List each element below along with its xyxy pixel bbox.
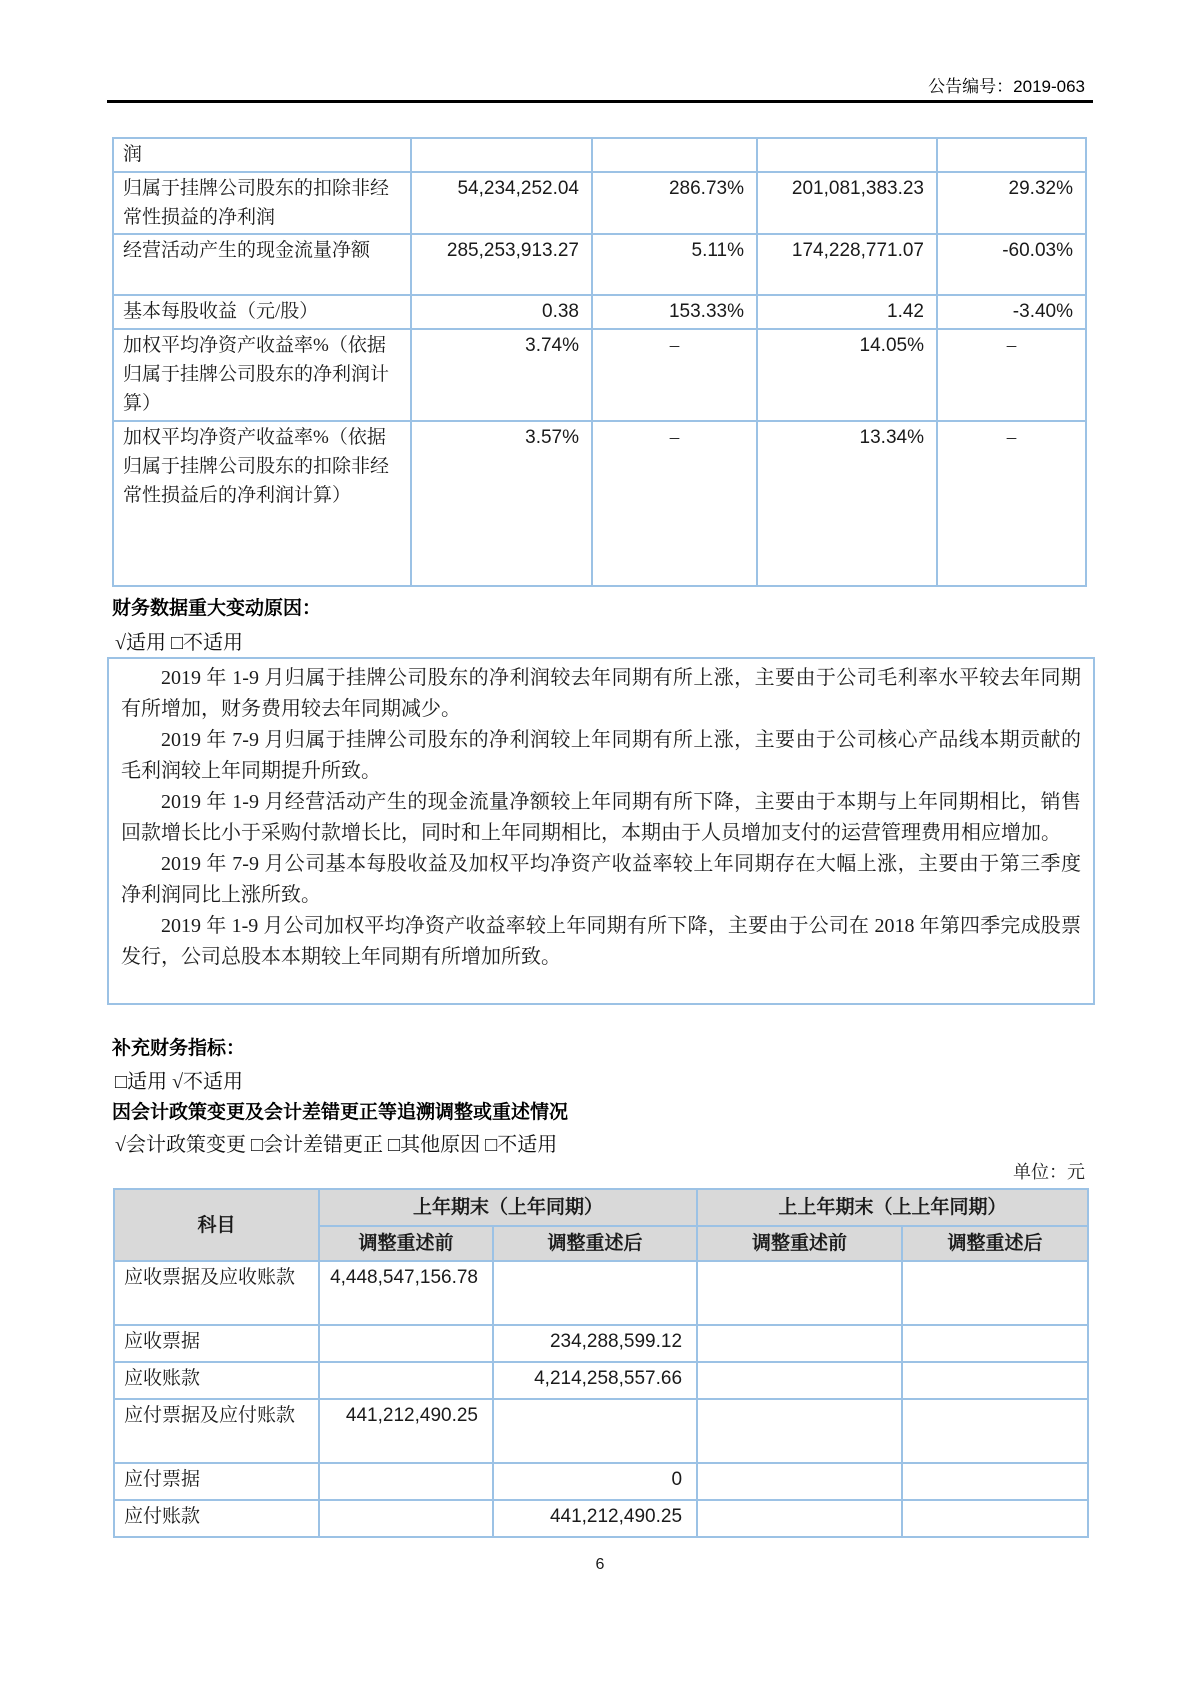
row-label: 应付票据及应付账款 [114,1399,319,1463]
cell: 174,228,771.07 [757,234,937,295]
cell: 3.57% [411,421,592,586]
table-row [113,172,1086,234]
row-label: 加权平均净资产收益率%（依据归属于挂牌公司股东的净利润计算） [113,329,411,421]
cell: 4,214,258,557.66 [493,1362,697,1399]
cell: 234,288,599.12 [493,1325,697,1362]
cell: 54,234,252.04 [411,172,592,234]
cell [411,138,592,172]
cell [937,138,1086,172]
cell [902,1463,1088,1500]
cell: 285,253,913.27 [411,234,592,295]
cell: 1.42 [757,295,937,329]
table-row [114,1500,1088,1537]
cell: 201,081,383.23 [757,172,937,234]
cell [757,138,937,172]
cell: 14.05% [757,329,937,421]
cell: – [592,421,757,586]
column-group-prior-prior-year: 上上年期末（上上年同期） [697,1189,1088,1226]
column-subheader: 调整重述前 [319,1226,493,1261]
table-row [113,295,1086,329]
cell [319,1325,493,1362]
cell: – [937,421,1086,586]
table-row [114,1261,1088,1325]
cell: 153.33% [592,295,757,329]
change-reasons-textbox [107,657,1095,1005]
reason-paragraph: 2019 年 7-9 月公司基本每股收益及加权平均净资产收益率较上年同期存在大幅上涨，主要由于第三季度净利润同比上涨所致。 [121,853,1081,906]
cell: 441,212,490.25 [493,1500,697,1537]
cell: 0 [493,1463,697,1500]
table-row [113,421,1086,586]
cell [697,1463,902,1500]
cell [902,1362,1088,1399]
table-header-row [114,1189,1088,1226]
cell: 29.32% [937,172,1086,234]
section-title-change-reasons: 财务数据重大变动原因： [112,598,322,619]
table-row [113,329,1086,421]
cell [493,1261,697,1325]
cell: 4,448,547,156.78 [319,1261,493,1325]
row-label: 应付账款 [114,1500,319,1537]
doc-number: 公告编号：2019-063 [928,77,1085,96]
cell [902,1500,1088,1537]
cell [902,1325,1088,1362]
table-row [114,1325,1088,1362]
restatement-option-checkboxes: √会计政策变更 □会计差错更正 □其他原因 □不适用 [115,1134,558,1156]
reason-paragraph: 2019 年 1-9 月归属于挂牌公司股东的净利润较去年同期有所上涨，主要由于公司毛利率水平较去年同期有所增加，财务费用较去年同期减少。 [121,667,1081,720]
row-label: 经营活动产生的现金流量净额 [113,234,411,295]
row-label: 润 [113,138,411,172]
column-group-prior-year: 上年期末（上年同期） [319,1189,697,1226]
cell: 0.38 [411,295,592,329]
page-number: 6 [595,1556,605,1573]
cell: -60.03% [937,234,1086,295]
applicability-checkboxes: √适用 □不适用 [115,632,244,654]
cell: – [592,329,757,421]
unit-label: 单位：元 [1013,1162,1085,1182]
cell [697,1399,902,1463]
reason-paragraph: 2019 年 1-9 月经营活动产生的现金流量净额较上年同期有所下降，主要由于本期与上年同期相比，销售回款增长比小于采购付款增长比，同时和上年同期相比，本期由于人员增加支付的运营管理费用相应增加。 [121,791,1081,844]
row-label: 应收账款 [114,1362,319,1399]
column-subheader: 调整重述后 [902,1226,1088,1261]
cell [697,1325,902,1362]
cell: 286.73% [592,172,757,234]
cell [902,1261,1088,1325]
column-subheader: 调整重述前 [697,1226,902,1261]
cell: -3.40% [937,295,1086,329]
header-rule [107,100,1093,103]
cell [697,1500,902,1537]
cell [902,1399,1088,1463]
cell [592,138,757,172]
cell [697,1261,902,1325]
key-financial-indicators-table [112,137,1087,587]
table-row [114,1399,1088,1463]
cell: – [937,329,1086,421]
row-label: 归属于挂牌公司股东的扣除非经常性损益的净利润 [113,172,411,234]
cell: 13.34% [757,421,937,586]
table-row [114,1362,1088,1399]
column-header-subject: 科目 [114,1189,319,1261]
cell [319,1463,493,1500]
row-label: 应付票据 [114,1463,319,1500]
row-label: 应收票据 [114,1325,319,1362]
table-row [113,138,1086,172]
section-title-restatement: 因会计政策变更及会计差错更正等追溯调整或重述情况 [112,1102,569,1123]
table-row [114,1463,1088,1500]
row-label: 应收票据及应收账款 [114,1261,319,1325]
reason-paragraph: 2019 年 7-9 月归属于挂牌公司股东的净利润较上年同期有所上涨，主要由于公司核心产品线本期贡献的毛利润较上年同期提升所致。 [121,729,1081,782]
row-label: 基本每股收益（元/股） [113,295,411,329]
restatement-table [113,1188,1089,1538]
applicability-checkboxes: □适用 √不适用 [115,1071,244,1093]
row-label: 加权平均净资产收益率%（依据归属于挂牌公司股东的扣除非经常性损益后的净利润计算） [113,421,411,586]
reason-paragraph: 2019 年 1-9 月公司加权平均净资产收益率较上年同期有所下降，主要由于公司在 2018 年第四季完成股票发行，公司总股本本期较上年同期有所增加所致。 [121,915,1081,968]
cell [697,1362,902,1399]
cell [319,1500,493,1537]
table-row [113,234,1086,295]
cell [493,1399,697,1463]
cell: 441,212,490.25 [319,1399,493,1463]
cell: 5.11% [592,234,757,295]
cell: 3.74% [411,329,592,421]
cell [319,1362,493,1399]
section-title-supplement: 补充财务指标： [112,1038,246,1059]
column-subheader: 调整重述后 [493,1226,697,1261]
